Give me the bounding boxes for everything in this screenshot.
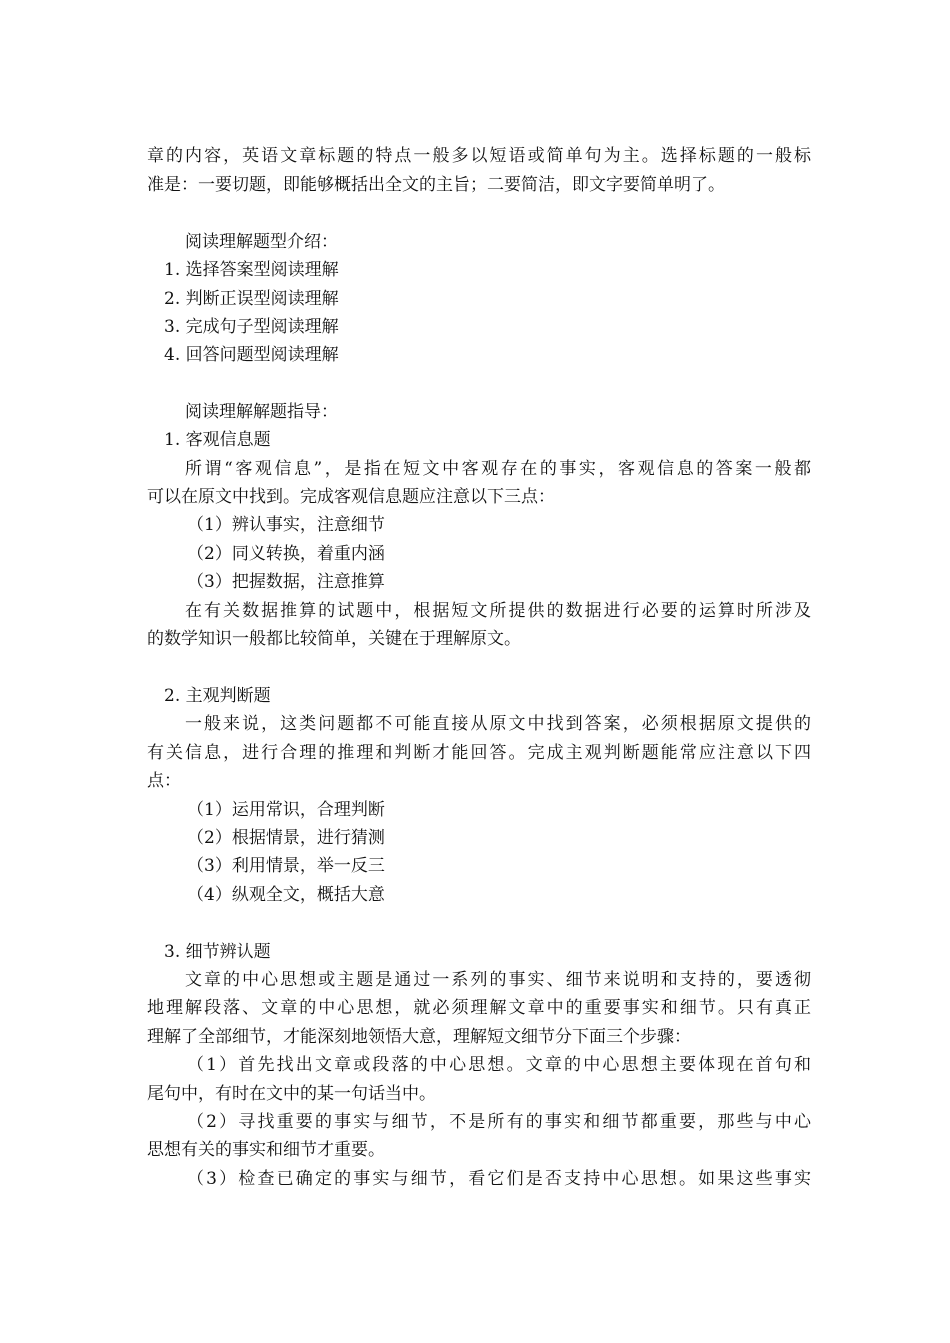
paragraph-line: 一般来说，这类问题都不可能直接从原文中找到答案，必须根据原文提供的 — [185, 714, 811, 734]
section-title: 1. 客观信息题 — [164, 430, 271, 450]
paragraph-line: 理解了全部细节，才能深刻地领悟大意，理解短文细节分下面三个步骤： — [147, 1027, 691, 1047]
intro-line: 准是：一要切题，即能够概括出全文的主旨；二要简洁，即文字要简单明了。 — [147, 175, 725, 195]
point-item: （3）把握数据，注意推算 — [187, 572, 385, 592]
paragraph-line: 尾句中，有时在文中的某一句话当中。 — [147, 1084, 436, 1104]
point-item: （2）同义转换，着重内涵 — [187, 544, 385, 564]
paragraph-line: （3）检查已确定的事实与细节，看它们是否支持中心思想。如果这些事实 — [187, 1169, 811, 1189]
types-list-item: 3. 完成句子型阅读理解 — [164, 317, 339, 337]
paragraph-line: 在有关数据推算的试题中，根据短文所提供的数据进行必要的运算时所涉及 — [185, 601, 811, 621]
intro-line: 章的内容，英语文章标题的特点一般多以短语或简单句为主。选择标题的一般标 — [147, 146, 811, 166]
paragraph-line: 地理解段落、文章的中心思想，就必须理解文章中的重要事实和细节。只有真正 — [147, 998, 811, 1018]
types-list-item: 4. 回答问题型阅读理解 — [164, 345, 339, 365]
types-heading: 阅读理解题型介绍： — [185, 232, 338, 252]
paragraph-line: 的数学知识一般都比较简单，关键在于理解原文。 — [147, 629, 521, 649]
paragraph-line: 思想有关的事实和细节才重要。 — [147, 1140, 385, 1160]
types-list-item: 1. 选择答案型阅读理解 — [164, 260, 339, 280]
point-item: （1）辨认事实，注意细节 — [187, 515, 385, 535]
section-title: 2. 主观判断题 — [164, 686, 271, 706]
section-title: 3. 细节辨认题 — [164, 942, 271, 962]
paragraph-line: 有关信息，进行合理的推理和判断才能回答。完成主观判断题能常应注意以下四 — [147, 743, 811, 763]
point-item: （3）利用情景，举一反三 — [187, 856, 385, 876]
guide-heading: 阅读理解解题指导： — [185, 402, 338, 422]
paragraph-line: 所谓“客观信息”，是指在短文中客观存在的事实，客观信息的答案一般都 — [185, 459, 811, 479]
point-item: （4）纵观全文，概括大意 — [187, 885, 385, 905]
paragraph-line: 可以在原文中找到。完成客观信息题应注意以下三点： — [147, 487, 555, 507]
paragraph-line: 点： — [147, 771, 181, 791]
paragraph-line: （2）寻找重要的事实与细节，不是所有的事实和细节都重要，那些与中心 — [187, 1112, 811, 1132]
point-item: （1）运用常识，合理判断 — [187, 800, 385, 820]
point-item: （2）根据情景，进行猜测 — [187, 828, 385, 848]
paragraph-line: （1）首先找出文章或段落的中心思想。文章的中心思想主要体现在首句和 — [187, 1055, 811, 1075]
types-list-item: 2. 判断正误型阅读理解 — [164, 289, 339, 309]
paragraph-line: 文章的中心思想或主题是通过一系列的事实、细节来说明和支持的，要透彻 — [185, 970, 811, 990]
